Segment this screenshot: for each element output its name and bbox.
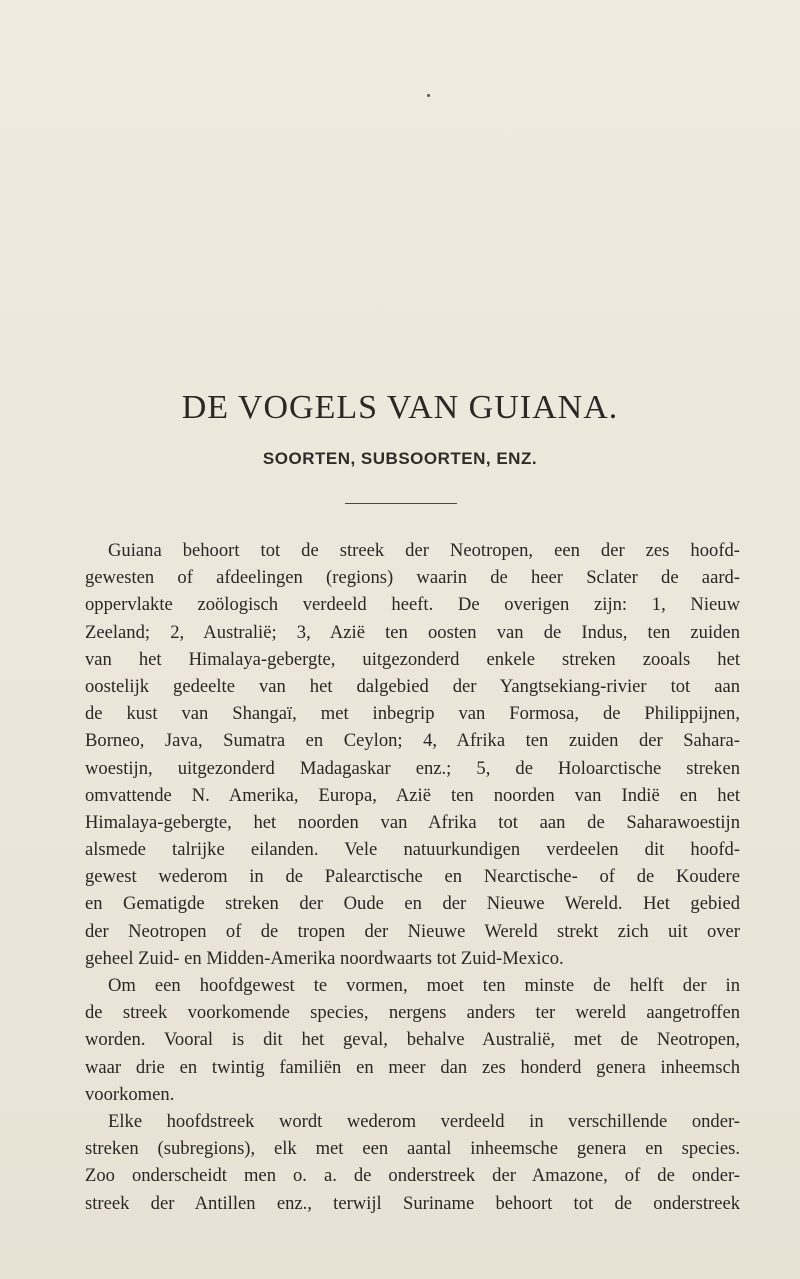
text-line: van het Himalaya-gebergte, uitgezonderd enkele streken zooals het [85,648,740,670]
text-line: Om een hoofdgewest te vormen, moet ten minste de helft der in [108,975,740,996]
text-line: Borneo, Java, Sumatra en Ceylon; 4, Afrika ten zuiden der Sahara- [85,730,740,752]
text-line: de kust van Shangaï, met inbegrip van Formosa, de Philippijnen, [85,703,740,725]
text-line: oppervlakte zoölogisch verdeeld heeft. De overigen zijn: 1, Nieuw [85,594,740,616]
text-line: gewest wederom in de Palearctische en Nearctische- of de Koudere [85,866,740,888]
page-title: DE VOGELS VAN GUIANA. [181,389,619,426]
text-line: de streek voorkomende species, nergens anders ter wereld aangetroffen [85,1002,740,1024]
text-line: streken (subregions), elk met een aantal inheemsche genera en species. [85,1138,740,1160]
body-text [85,537,740,1217]
text-line: oostelijk gedeelte van het dalgebied der Yangtsekiang-rivier tot aan [85,675,740,697]
text-line: voorkomen. [85,1083,175,1105]
title-divider [345,503,457,504]
text-line: der Neotropen of de tropen der Nieuwe Wereld strekt zich uit over [85,920,740,942]
text-line: streek der Antillen enz., terwijl Suriname behoort tot de onderstreek [85,1192,740,1214]
text-line: alsmede talrijke eilanden. Vele natuurkundigen verdeelen dit hoofd- [85,839,740,861]
text-line: Zeeland; 2, Australië; 3, Azië ten oosten van de Indus, ten zuiden [85,621,740,643]
text-line: Guiana behoort tot de streek der Neotropen, een der zes hoofd- [108,540,740,561]
text-line: worden. Vooral is dit het geval, behalve Australië, met de Neotropen, [85,1029,740,1051]
text-line: Elke hoofdstreek wordt wederom verdeeld in verschillende onder- [108,1110,740,1132]
text-line: waar drie en twintig familiën en meer dan zes honderd genera inheemsch [85,1056,740,1078]
text-line: Zoo onderscheidt men o. a. de onderstreek der Amazone, of de onder- [85,1165,740,1187]
text-line: en Gematigde streken der Oude en der Nieuwe Wereld. Het gebied [85,893,740,915]
text-line: gewesten of afdeelingen (regions) waarin de heer Sclater de aard- [85,567,740,589]
text-line: woestijn, uitgezonderd Madagaskar enz.; 5, de Holoarctische streken [85,757,740,779]
text-line: omvattende N. Amerika, Europa, Azië ten noorden van Indië en het [85,784,740,806]
ink-speck [427,94,430,97]
page-subtitle: SOORTEN, SUBSOORTEN, ENZ. [262,449,538,468]
text-line: Himalaya-gebergte, het noorden van Afrika tot aan de Saharawoestijn [85,811,740,833]
text-line: geheel Zuid- en Midden-Amerika noordwaarts tot Zuid-Mexico. [85,947,564,969]
